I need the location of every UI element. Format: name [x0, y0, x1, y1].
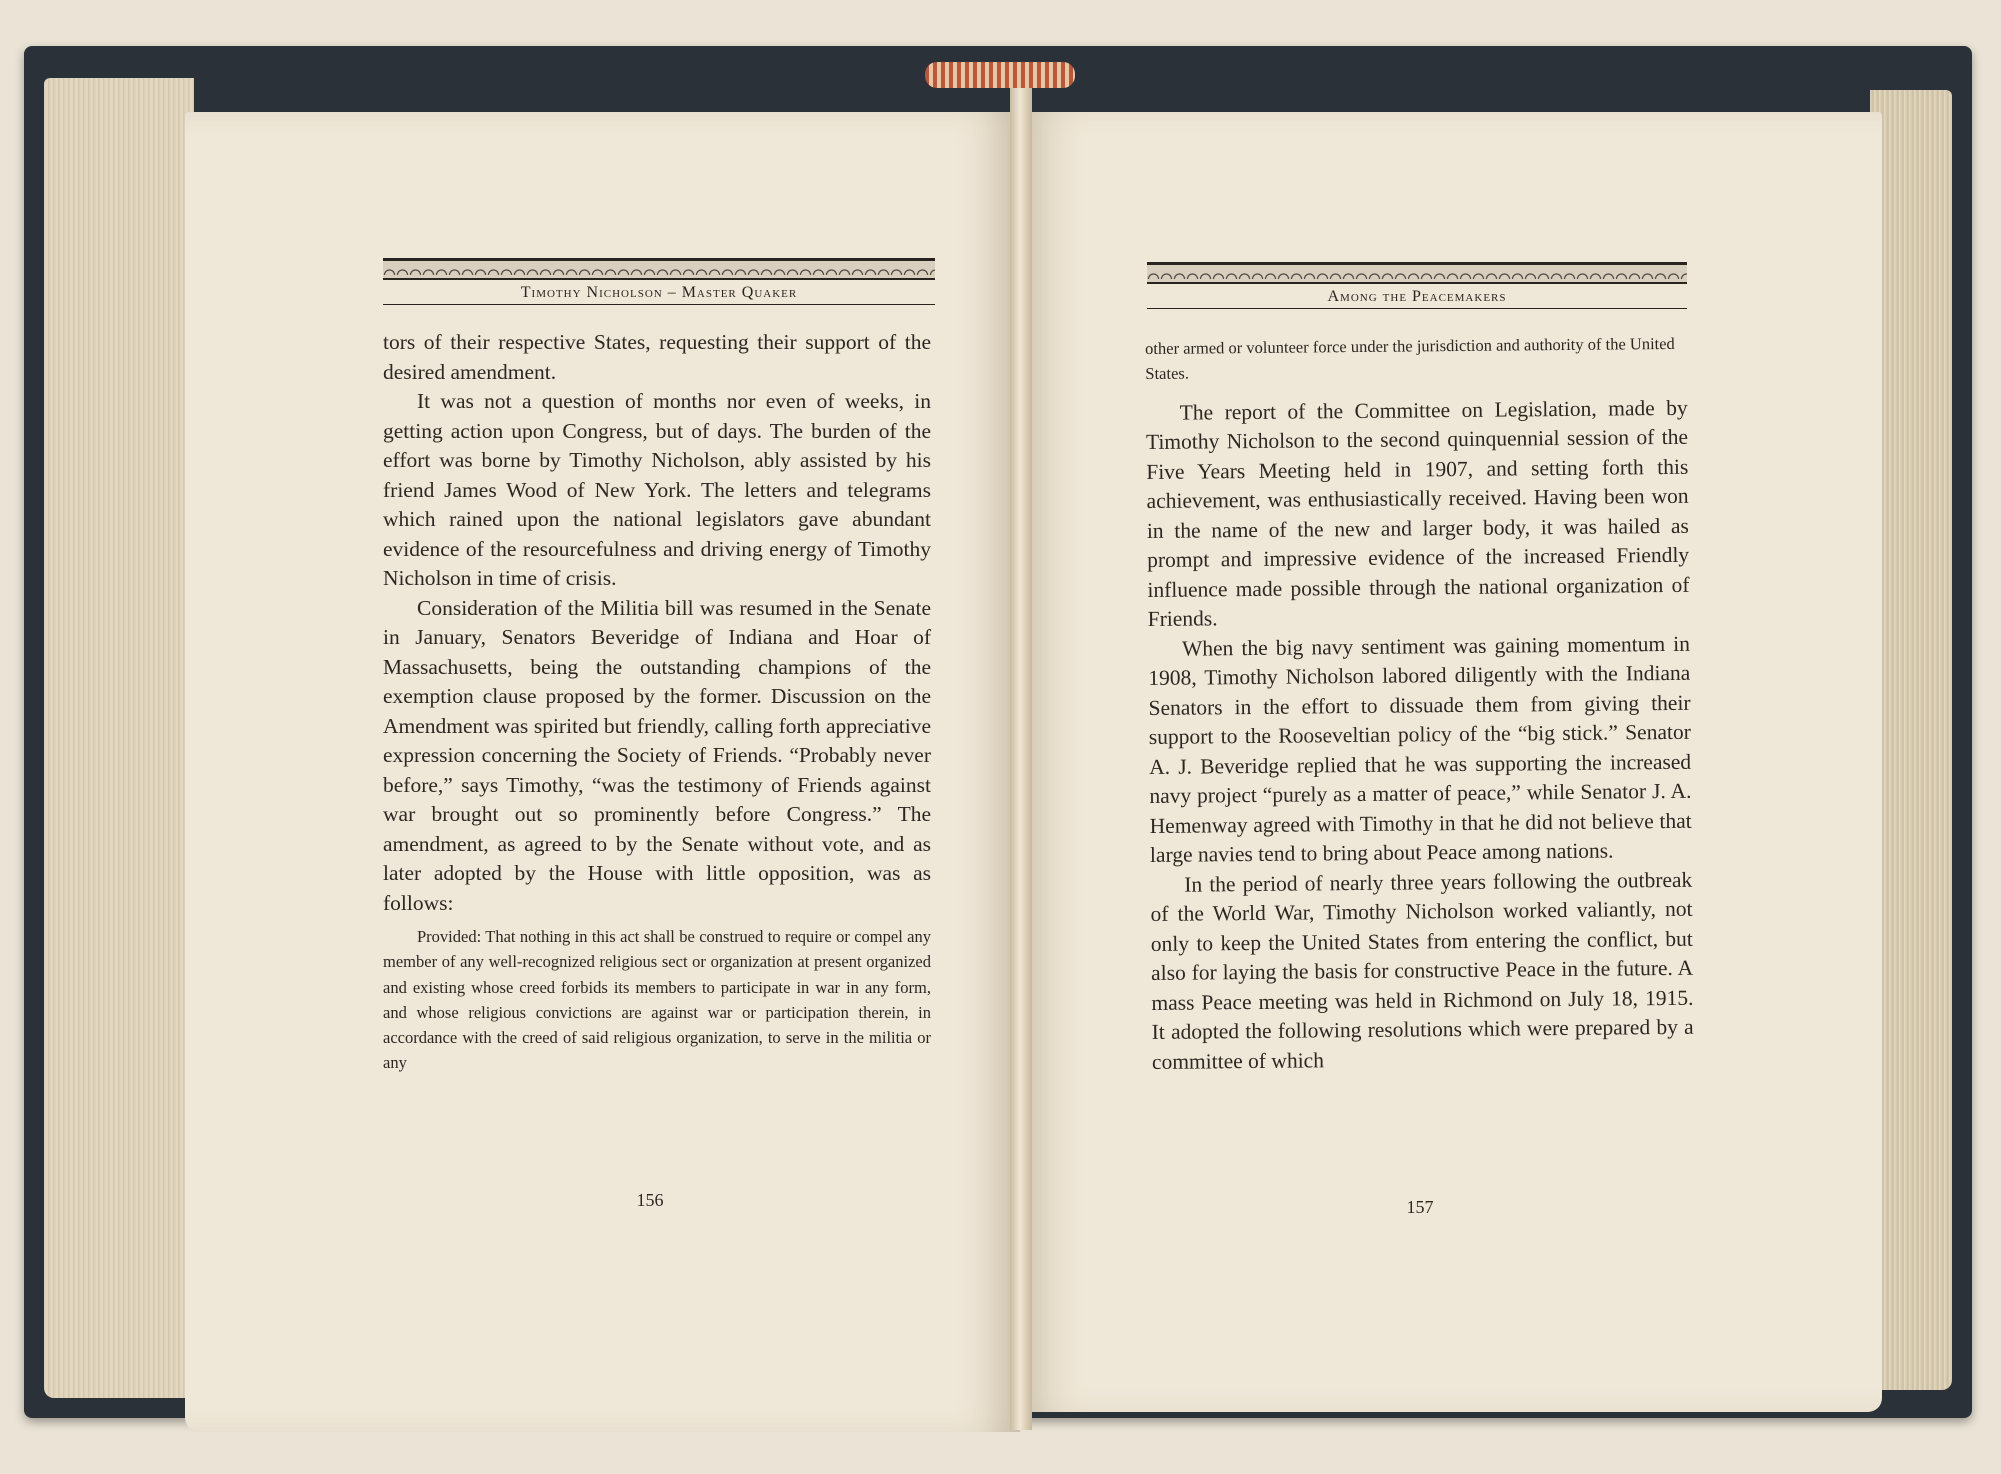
right-paragraph-2: When the big navy sentiment was gaining momentum in 1908, Timothy Nicholson labored diligently with the Indiana Senators in the effort to dissuade them from giving their support to the Rooseveltian policy of the “big stick.” Senator A. J. Beveridge replied that he was supporting the increased navy project “purely as a matter of peace,” while Senator J. A. Hemenway agreed with Timothy in that he did not believe that large navies tend to bring about Peace among nations.	[1148, 631, 1692, 868]
left-header-title: Timothy Nicholson – Master Quaker	[383, 280, 935, 305]
right-paragraph-3: In the period of nearly three years following the outbreak of the World War, Timothy Nicholson worked valiantly, not only to keep the United States from entering the conflict, but also for laying the basis for constructive Peace in the future. A mass Peace meeting was held in Richmond on July 18, 1915. It adopted the following resolutions which were prepared by a committee of which	[1150, 867, 1694, 1074]
spine-headband	[925, 62, 1075, 88]
right-header-title: Among the Peacemakers	[1147, 284, 1687, 309]
book-gutter	[1010, 70, 1032, 1430]
left-page-edges	[44, 78, 194, 1398]
right-body-text	[1145, 331, 1694, 1077]
left-paragraph-3: Consideration of the Militia bill was resumed in the Senate in January, Senators Beveridge of Indiana and Hoar of Massachusetts, being the outstanding champions of the exemption clause proposed by the former. Discussion on the Amendment was spirited but friendly, calling forth appreciative expression concerning the Society of Friends. “Probably never before,” says Timothy, “was the testimony of Friends against war brought out so prominently before Congress.” The amendment, as agreed to by the Senate without vote, and as later adopted by the House with little opposition, was as follows:	[383, 595, 931, 915]
right-page-edges	[1870, 90, 1952, 1390]
right-running-header	[1147, 262, 1687, 309]
header-ornament	[383, 258, 935, 280]
left-running-header	[383, 258, 935, 305]
left-quotation: Provided: That nothing in this act shall be construed to require or compel any member of any well-recognized religious sect or organization at present organized and existing whose creed forbids its members to participate in war in any form, and whose religious convictions are against war or participation therein, in accordance with the creed of said religious organization, to serve in the militia or any	[383, 927, 931, 1073]
left-body-text	[383, 328, 931, 1076]
right-page-number: 157	[1406, 1197, 1434, 1217]
right-quotation-continued: other armed or volunteer force under the jurisdiction and authority of the United States.	[1145, 333, 1675, 384]
left-paragraph-1: tors of their respective States, requesting their support of the desired amendment.	[383, 330, 931, 384]
right-paragraph-1: The report of the Committee on Legislation, made by Timothy Nicholson to the second quinquennial session of the Five Years Meeting held in 1907, and setting forth this achievement, was enthusiastically received. Having been won in the name of the new and larger body, it was hailed as prompt and impressive evidence of the increased Friendly influence made possible through the national organization of Friends.	[1145, 395, 1690, 632]
left-page-number: 156	[636, 1190, 664, 1210]
left-paragraph-2: It was not a question of months nor even of weeks, in getting action upon Congress, but of days. The burden of the effort was borne by Timothy Nicholson, ably assisted by his friend James Wood of New York. The letters and telegrams which rained upon the national legislators gave abundant evidence of the resourcefulness and driving energy of Timothy Nicholson in time of crisis.	[383, 389, 931, 590]
header-ornament	[1147, 262, 1687, 284]
